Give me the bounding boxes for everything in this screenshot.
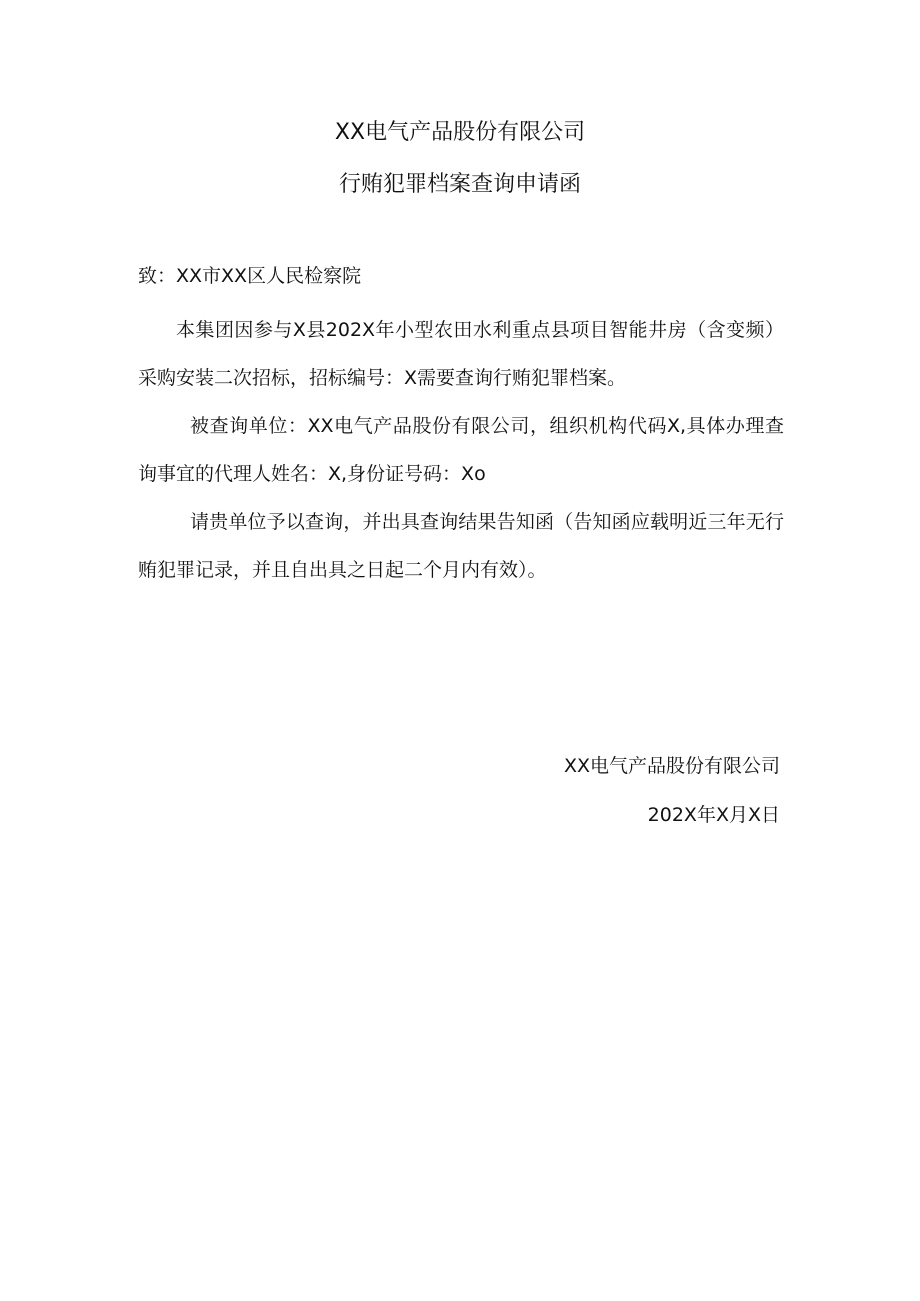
body-paragraph-request: 请贵单位予以查询，并出具查询结果告知函（告知函应载明近三年无行贿犯罪记录，并且自出具之日起二个月内有效）。 (138, 511, 784, 581)
signature-date: 202X年X月X日 (647, 804, 780, 826)
salutation: 致：XX市XX区人民检察院 (138, 265, 362, 287)
document-title-subject: 行贿犯罪档案查询申请函 (338, 172, 581, 197)
document-title-company: XX电气产品股份有限公司 (334, 120, 586, 145)
signature-company: XX电气产品股份有限公司 (563, 755, 780, 777)
body-paragraph-purpose: 本集团因参与X县202X年小型农田水利重点县项目智能井房（含变频）采购安装二次招标，招标编号：X需要查询行贿犯罪档案。 (138, 319, 784, 389)
body-paragraph-queried-unit: 被查询单位：XX电气产品股份有限公司，组织机构代码X,具体办理查询事宜的代理人姓名：X,身份证号码：Xo (138, 415, 784, 485)
